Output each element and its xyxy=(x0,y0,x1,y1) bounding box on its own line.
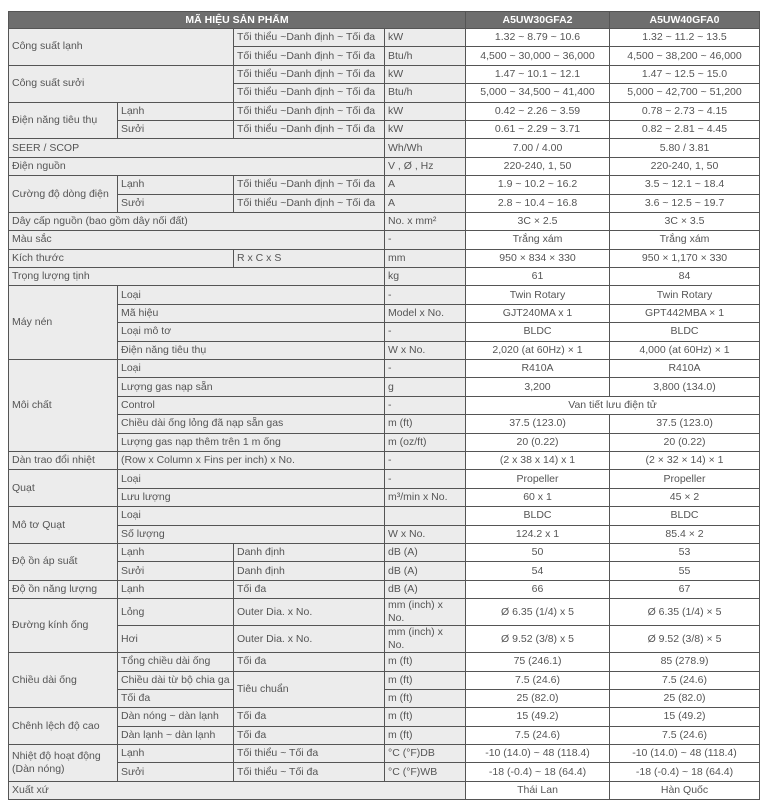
value-model-1-cell: Ø 9.52 (3/8) x 5 xyxy=(466,626,610,653)
spec-subitem-cell: Lỏng xyxy=(118,599,234,626)
value-model-2-cell: 7.5 (24.6) xyxy=(610,726,760,744)
table-row xyxy=(9,525,760,543)
spec-subitem-cell: Control xyxy=(118,396,385,414)
value-model-1-cell: 15 (49.2) xyxy=(466,708,610,726)
value-model-2-cell: 67 xyxy=(610,580,760,598)
table-row xyxy=(9,507,760,525)
spec-table xyxy=(8,11,760,800)
spec-unit-cell: m (ft) xyxy=(385,653,466,671)
table-row xyxy=(9,139,760,157)
table-row xyxy=(9,212,760,230)
spec-unit-cell: - xyxy=(385,451,466,469)
spec-subitem-cell: Lượng gas nạp thêm trên 1 m ống xyxy=(118,433,385,451)
value-model-2-cell: GPT442MBA × 1 xyxy=(610,304,760,322)
value-model-1-cell: Thái Lan xyxy=(466,781,610,799)
value-model-2-cell: 3.5 ~ 12.1 ~ 18.4 xyxy=(610,176,760,194)
value-model-2-cell: 3.6 ~ 12.5 ~ 19.7 xyxy=(610,194,760,212)
value-model-1-cell: Trắng xám xyxy=(466,231,610,249)
value-model-2-cell: 25 (82.0) xyxy=(610,689,760,707)
value-model-2-cell: Trắng xám xyxy=(610,231,760,249)
value-model-2-cell: 85.4 × 2 xyxy=(610,525,760,543)
value-model-2-cell: 4,000 (at 60Hz) × 1 xyxy=(610,341,760,359)
table-row xyxy=(9,708,760,726)
spec-subitem-cell: Tối đa xyxy=(118,689,234,707)
spec-subitem-cell: Lượng gas nạp sẵn xyxy=(118,378,385,396)
spec-group-cell: Kích thước xyxy=(9,249,234,267)
value-model-1-cell: GJT240MA x 1 xyxy=(466,304,610,322)
value-model-2-cell: 53 xyxy=(610,543,760,561)
spec-condition-cell: Tối đa xyxy=(234,580,385,598)
value-model-1-cell: 20 (0.22) xyxy=(466,433,610,451)
value-model-2-cell: 3,800 (134.0) xyxy=(610,378,760,396)
value-model-1-cell: BLDC xyxy=(466,507,610,525)
spec-unit-cell: No. x mm² xyxy=(385,212,466,230)
table-row xyxy=(9,304,760,322)
value-model-1-cell: 37.5 (123.0) xyxy=(466,415,610,433)
spec-subitem-cell: Loại xyxy=(118,360,385,378)
spec-unit-cell: - xyxy=(385,323,466,341)
spec-subitem-cell: Hơi xyxy=(118,626,234,653)
spec-unit-cell: - xyxy=(385,286,466,304)
spec-unit-cell: kW xyxy=(385,65,466,83)
value-model-2-cell: 3C × 3.5 xyxy=(610,212,760,230)
value-model-2-cell: 20 (0.22) xyxy=(610,433,760,451)
value-model-2-cell: BLDC xyxy=(610,507,760,525)
value-model-1-cell: -18 (-0.4) ~ 18 (64.4) xyxy=(466,763,610,781)
spec-unit-cell: Btu/h xyxy=(385,47,466,65)
table-row xyxy=(9,341,760,359)
spec-subitem-cell: Lạnh xyxy=(118,580,234,598)
table-row xyxy=(9,470,760,488)
table-row xyxy=(9,378,760,396)
table-row xyxy=(9,231,760,249)
spec-unit-cell: - xyxy=(385,396,466,414)
spec-unit-cell: dB (A) xyxy=(385,562,466,580)
value-model-1-cell: 2.8 ~ 10.4 ~ 16.8 xyxy=(466,194,610,212)
value-model-1-cell: 5,000 ~ 34,500 ~ 41,400 xyxy=(466,84,610,102)
spec-condition-cell: Outer Dia. x No. xyxy=(234,599,385,626)
value-model-2-cell: -10 (14.0) ~ 48 (118.4) xyxy=(610,745,760,763)
table-row xyxy=(9,415,760,433)
spec-unit-cell: kg xyxy=(385,268,466,286)
spec-subitem-cell: Chiều dài từ bộ chia ga xyxy=(118,671,234,689)
value-model-2-cell: 85 (278.9) xyxy=(610,653,760,671)
value-model-1-cell: 3,200 xyxy=(466,378,610,396)
table-row xyxy=(9,249,760,267)
table-row xyxy=(9,671,760,689)
spec-group-cell: Dàn trao đổi nhiệt xyxy=(9,451,118,469)
spec-unit-cell: Btu/h xyxy=(385,84,466,102)
spec-group-cell: Môi chất xyxy=(9,360,118,452)
spec-condition-cell: Tiêu chuẩn xyxy=(234,671,385,708)
spec-group-cell: Quạt xyxy=(9,470,118,507)
value-model-2-cell: 4,500 ~ 38,200 ~ 46,000 xyxy=(610,47,760,65)
table-row xyxy=(9,626,760,653)
spec-subitem-cell: Lạnh xyxy=(118,176,234,194)
value-model-1-cell: Van tiết lưu điện tử xyxy=(466,396,760,414)
spec-group-cell: Công suất sưởi xyxy=(9,65,234,102)
spec-subitem-cell: Sưởi xyxy=(118,120,234,138)
value-model-2-cell: Hàn Quốc xyxy=(610,781,760,799)
value-model-1-cell: 1.32 ~ 8.79 ~ 10.6 xyxy=(466,29,610,47)
table-row xyxy=(9,268,760,286)
value-model-2-cell: 5,000 ~ 42,700 ~ 51,200 xyxy=(610,84,760,102)
spec-condition-cell: Tối thiểu ~ Tối đa xyxy=(234,763,385,781)
spec-group-cell: Mô tơ Quạt xyxy=(9,507,118,544)
spec-condition-cell: Tối thiểu ~Danh định ~ Tối đa xyxy=(234,120,385,138)
table-row xyxy=(9,157,760,175)
spec-condition-cell: R x C x S xyxy=(234,249,385,267)
value-model-2-cell: 1.32 ~ 11.2 ~ 13.5 xyxy=(610,29,760,47)
spec-unit-cell: dB (A) xyxy=(385,580,466,598)
spec-group-cell: Chiều dài ống xyxy=(9,653,118,708)
value-model-1-cell: 50 xyxy=(466,543,610,561)
spec-unit-cell: m (ft) xyxy=(385,708,466,726)
spec-unit-cell: mm (inch) x No. xyxy=(385,599,466,626)
value-model-2-cell: (2 × 32 × 14) × 1 xyxy=(610,451,760,469)
product-code-header: MÃ HIỆU SẢN PHẨM xyxy=(9,12,466,29)
spec-condition-cell: Outer Dia. x No. xyxy=(234,626,385,653)
value-model-1-cell: 7.00 / 4.00 xyxy=(466,139,610,157)
value-model-1-cell: Twin Rotary xyxy=(466,286,610,304)
spec-group-cell: Dây cấp nguồn (bao gồm dây nối đất) xyxy=(9,212,385,230)
spec-group-cell: Công suất lạnh xyxy=(9,29,234,66)
spec-unit-cell: kW xyxy=(385,29,466,47)
spec-condition-cell: Tối thiểu ~Danh định ~ Tối đa xyxy=(234,29,385,47)
spec-subitem-cell: Loại xyxy=(118,470,385,488)
spec-unit-cell: °C (°F)DB xyxy=(385,745,466,763)
spec-subitem-cell: Chiều dài ống lỏng đã nạp sẵn gas xyxy=(118,415,385,433)
value-model-1-cell: 4,500 ~ 30,000 ~ 36,000 xyxy=(466,47,610,65)
value-model-1-cell: Ø 6.35 (1/4) x 5 xyxy=(466,599,610,626)
spec-subitem-cell: Dàn lạnh ~ dàn lạnh xyxy=(118,726,234,744)
spec-condition-cell: Tối đa xyxy=(234,653,385,671)
value-model-1-cell: 950 × 834 × 330 xyxy=(466,249,610,267)
value-model-2-cell: 0.82 ~ 2.81 ~ 4.45 xyxy=(610,120,760,138)
header-row xyxy=(9,12,760,29)
spec-unit-cell: g xyxy=(385,378,466,396)
spec-condition-cell: Tối thiểu ~Danh định ~ Tối đa xyxy=(234,176,385,194)
spec-subitem-cell: Lạnh xyxy=(118,745,234,763)
value-model-2-cell: BLDC xyxy=(610,323,760,341)
spec-unit-cell xyxy=(385,507,466,525)
spec-unit-cell: m (ft) xyxy=(385,415,466,433)
value-model-2-cell: -18 (-0.4) ~ 18 (64.4) xyxy=(610,763,760,781)
value-model-1-cell: 61 xyxy=(466,268,610,286)
table-row xyxy=(9,65,760,83)
spec-unit-cell: Wh/Wh xyxy=(385,139,466,157)
spec-condition-cell: Tối đa xyxy=(234,708,385,726)
spec-unit-cell: W x No. xyxy=(385,525,466,543)
value-model-1-cell: 220-240, 1, 50 xyxy=(466,157,610,175)
value-model-2-cell: Twin Rotary xyxy=(610,286,760,304)
table-row xyxy=(9,689,760,707)
spec-group-cell: Cường độ dòng điện xyxy=(9,176,118,213)
value-model-2-cell: 0.78 ~ 2.73 ~ 4.15 xyxy=(610,102,760,120)
table-row xyxy=(9,194,760,212)
spec-group-cell: Điện nguồn xyxy=(9,157,385,175)
spec-subitem-cell: Loại mô tơ xyxy=(118,323,385,341)
spec-group-cell: Màu sắc xyxy=(9,231,385,249)
table-row xyxy=(9,360,760,378)
table-row xyxy=(9,543,760,561)
spec-unit-cell: m (ft) xyxy=(385,671,466,689)
spec-group-cell: Xuất xứ xyxy=(9,781,466,799)
value-model-1-cell: (2 x 38 x 14) x 1 xyxy=(466,451,610,469)
value-model-1-cell: 124.2 x 1 xyxy=(466,525,610,543)
spec-subitem-cell: Lạnh xyxy=(118,543,234,561)
spec-group-cell: Máy nén xyxy=(9,286,118,360)
table-row xyxy=(9,176,760,194)
spec-subitem-cell: Loại xyxy=(118,286,385,304)
table-row xyxy=(9,580,760,598)
table-row xyxy=(9,488,760,506)
value-model-2-cell: 55 xyxy=(610,562,760,580)
value-model-2-cell: Ø 6.35 (1/4) × 5 xyxy=(610,599,760,626)
spec-subitem-cell: Sưởi xyxy=(118,194,234,212)
value-model-2-cell: 220-240, 1, 50 xyxy=(610,157,760,175)
value-model-1-cell: 1.47 ~ 10.1 ~ 12.1 xyxy=(466,65,610,83)
spec-condition-cell: Tối thiểu ~Danh định ~ Tối đa xyxy=(234,84,385,102)
value-model-1-cell: 7.5 (24.6) xyxy=(466,726,610,744)
spec-subitem-cell: Tổng chiều dài ống xyxy=(118,653,234,671)
value-model-1-cell: 0.61 ~ 2.29 ~ 3.71 xyxy=(466,120,610,138)
value-model-1-cell: 7.5 (24.6) xyxy=(466,671,610,689)
spec-subitem-cell: Số lượng xyxy=(118,525,385,543)
table-row xyxy=(9,599,760,626)
value-model-2-cell: 84 xyxy=(610,268,760,286)
model-2-header: A5UW40GFA0 xyxy=(610,12,760,29)
value-model-1-cell: 54 xyxy=(466,562,610,580)
spec-subitem-cell: Sưởi xyxy=(118,562,234,580)
model-1-header: A5UW30GFA2 xyxy=(466,12,610,29)
spec-unit-cell: kW xyxy=(385,102,466,120)
value-model-1-cell: 0.42 ~ 2.26 ~ 3.59 xyxy=(466,102,610,120)
spec-unit-cell: - xyxy=(385,231,466,249)
spec-unit-cell: mm (inch) x No. xyxy=(385,626,466,653)
value-model-1-cell: 60 x 1 xyxy=(466,488,610,506)
spec-group-cell: Đường kính ống xyxy=(9,599,118,653)
table-row xyxy=(9,286,760,304)
spec-subitem-cell: Mã hiệu xyxy=(118,304,385,322)
value-model-1-cell: 75 (246.1) xyxy=(466,653,610,671)
table-row xyxy=(9,433,760,451)
spec-unit-cell: mm xyxy=(385,249,466,267)
value-model-2-cell: 950 × 1,170 × 330 xyxy=(610,249,760,267)
table-row xyxy=(9,29,760,47)
table-row xyxy=(9,451,760,469)
spec-unit-cell: m (ft) xyxy=(385,726,466,744)
spec-condition-cell: Danh định xyxy=(234,543,385,561)
spec-group-cell: Độ ồn áp suất xyxy=(9,543,118,580)
value-model-2-cell: R410A xyxy=(610,360,760,378)
spec-condition-cell: Danh định xyxy=(234,562,385,580)
spec-unit-cell: m (ft) xyxy=(385,689,466,707)
table-row xyxy=(9,726,760,744)
spec-unit-cell: - xyxy=(385,470,466,488)
value-model-2-cell: 5.80 / 3.81 xyxy=(610,139,760,157)
table-row xyxy=(9,102,760,120)
spec-unit-cell: V , Ø , Hz xyxy=(385,157,466,175)
spec-group-cell: Chênh lệch độ cao xyxy=(9,708,118,745)
spec-group-cell: SEER / SCOP xyxy=(9,139,385,157)
spec-unit-cell: A xyxy=(385,194,466,212)
spec-condition-cell: Tối thiểu ~Danh định ~ Tối đa xyxy=(234,102,385,120)
spec-condition-cell: Tối thiểu ~ Tối đa xyxy=(234,745,385,763)
spec-group-cell: Điện năng tiêu thụ xyxy=(9,102,118,139)
value-model-1-cell: Propeller xyxy=(466,470,610,488)
table-row xyxy=(9,781,760,799)
value-model-1-cell: 2,020 (at 60Hz) × 1 xyxy=(466,341,610,359)
value-model-1-cell: 1.9 ~ 10.2 ~ 16.2 xyxy=(466,176,610,194)
table-row xyxy=(9,396,760,414)
spec-subitem-cell: Loại xyxy=(118,507,385,525)
spec-unit-cell: dB (A) xyxy=(385,543,466,561)
spec-unit-cell: °C (°F)WB xyxy=(385,763,466,781)
value-model-2-cell: 7.5 (24.6) xyxy=(610,671,760,689)
spec-subitem-cell: (Row x Column x Fins per inch) x No. xyxy=(118,451,385,469)
value-model-1-cell: R410A xyxy=(466,360,610,378)
spec-group-cell: Trọng lượng tịnh xyxy=(9,268,385,286)
table-row xyxy=(9,745,760,763)
value-model-1-cell: BLDC xyxy=(466,323,610,341)
spec-unit-cell: Model x No. xyxy=(385,304,466,322)
value-model-1-cell: 25 (82.0) xyxy=(466,689,610,707)
spec-unit-cell: A xyxy=(385,176,466,194)
spec-unit-cell: - xyxy=(385,360,466,378)
value-model-2-cell: 45 × 2 xyxy=(610,488,760,506)
value-model-1-cell: -10 (14.0) ~ 48 (118.4) xyxy=(466,745,610,763)
table-row xyxy=(9,323,760,341)
table-row xyxy=(9,562,760,580)
spec-unit-cell: m³/min x No. xyxy=(385,488,466,506)
value-model-2-cell: 1.47 ~ 12.5 ~ 15.0 xyxy=(610,65,760,83)
spec-unit-cell: W x No. xyxy=(385,341,466,359)
spec-condition-cell: Tối thiểu ~Danh định ~ Tối đa xyxy=(234,47,385,65)
spec-group-cell: Nhiệt độ hoạt động (Dàn nóng) xyxy=(9,745,118,782)
spec-condition-cell: Tối thiểu ~Danh định ~ Tối đa xyxy=(234,65,385,83)
spec-subitem-cell: Điện năng tiêu thụ xyxy=(118,341,385,359)
spec-condition-cell: Tối thiểu ~Danh định ~ Tối đa xyxy=(234,194,385,212)
value-model-2-cell: 15 (49.2) xyxy=(610,708,760,726)
spec-subitem-cell: Sưởi xyxy=(118,763,234,781)
spec-subitem-cell: Lạnh xyxy=(118,102,234,120)
spec-unit-cell: m (oz/ft) xyxy=(385,433,466,451)
spec-unit-cell: kW xyxy=(385,120,466,138)
value-model-2-cell: Propeller xyxy=(610,470,760,488)
value-model-2-cell: 37.5 (123.0) xyxy=(610,415,760,433)
value-model-1-cell: 3C × 2.5 xyxy=(466,212,610,230)
spec-subitem-cell: Lưu lượng xyxy=(118,488,385,506)
value-model-1-cell: 66 xyxy=(466,580,610,598)
spec-condition-cell: Tối đa xyxy=(234,726,385,744)
value-model-2-cell: Ø 9.52 (3/8) × 5 xyxy=(610,626,760,653)
table-row xyxy=(9,653,760,671)
spec-group-cell: Độ ồn năng lượng xyxy=(9,580,118,598)
table-row xyxy=(9,763,760,781)
table-row xyxy=(9,120,760,138)
spec-subitem-cell: Dàn nóng ~ dàn lạnh xyxy=(118,708,234,726)
